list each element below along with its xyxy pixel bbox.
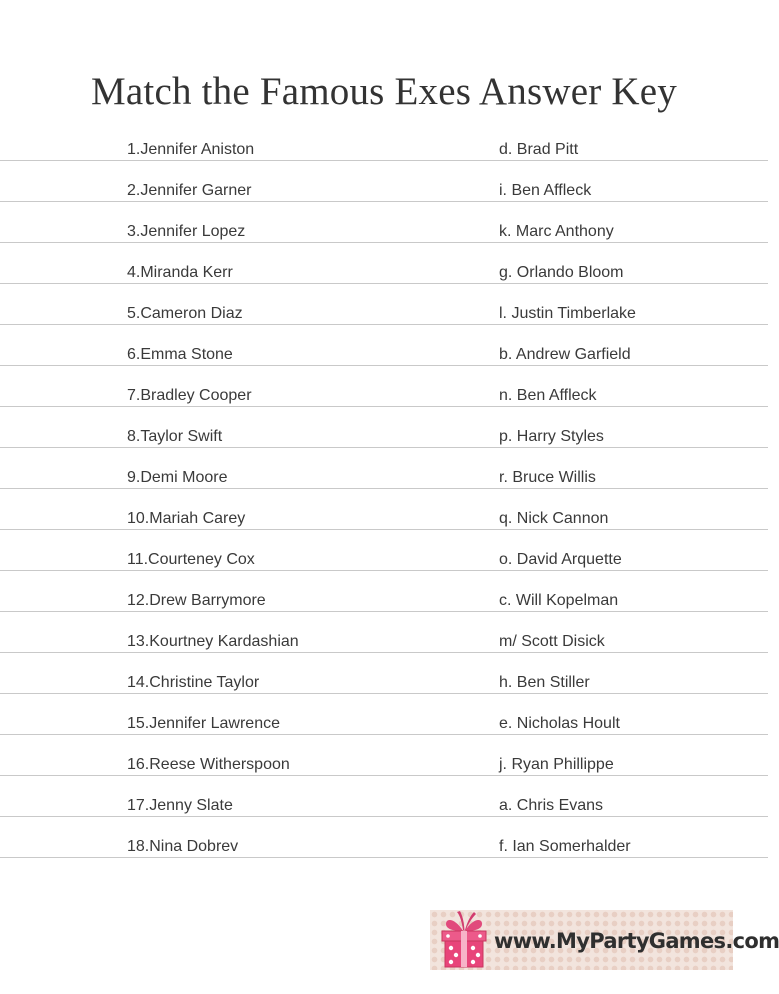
celebrity-name: 2.Jennifer Garner xyxy=(127,182,252,199)
celebrity-name: 3.Jennifer Lopez xyxy=(127,223,246,240)
ex-partner-answer: c. Will Kopelman xyxy=(499,592,619,609)
ex-partner-answer: f. Ian Somerhalder xyxy=(499,838,631,855)
ex-partner-answer: k. Marc Anthony xyxy=(499,223,614,240)
ex-partner-answer: i. Ben Affleck xyxy=(499,182,592,199)
answer-row xyxy=(0,325,768,366)
celebrity-name: 10.Mariah Carey xyxy=(127,510,246,527)
ex-partner-answer: g. Orlando Bloom xyxy=(499,264,624,281)
celebrity-name: 11.Courteney Cox xyxy=(127,551,255,568)
ex-partner-answer: p. Harry Styles xyxy=(499,428,604,445)
answer-row xyxy=(0,489,768,530)
answer-row xyxy=(0,161,768,202)
celebrity-name: 4.Miranda Kerr xyxy=(127,264,233,281)
ex-partner-answer: j. Ryan Phillippe xyxy=(499,756,614,773)
answer-row xyxy=(0,653,768,694)
answer-row xyxy=(0,284,768,325)
answer-row xyxy=(0,817,768,858)
celebrity-name: 14.Christine Taylor xyxy=(127,674,260,691)
answer-row xyxy=(0,735,768,776)
answer-row xyxy=(0,694,768,735)
ex-partner-answer: m/ Scott Disick xyxy=(499,633,605,650)
ex-partner-answer: n. Ben Affleck xyxy=(499,387,597,404)
celebrity-name: 1.Jennifer Aniston xyxy=(127,141,255,158)
celebrity-name: 12.Drew Barrymore xyxy=(127,592,266,609)
celebrity-name: 9.Demi Moore xyxy=(127,469,228,486)
celebrity-name: 5.Cameron Diaz xyxy=(127,305,243,322)
celebrity-name: 6.Emma Stone xyxy=(127,346,233,363)
answer-list xyxy=(0,120,768,858)
answer-row xyxy=(0,202,768,243)
answer-row xyxy=(0,530,768,571)
ex-partner-answer: q. Nick Cannon xyxy=(499,510,609,527)
celebrity-name: 15.Jennifer Lawrence xyxy=(127,715,280,732)
site-logo[interactable] xyxy=(430,910,779,970)
celebrity-name: 18.Nina Dobrev xyxy=(127,838,239,855)
gift-box-icon xyxy=(436,911,492,969)
ex-partner-answer: d. Brad Pitt xyxy=(499,141,579,158)
site-url: www.MyPartyGames.com xyxy=(494,929,779,953)
answer-row xyxy=(0,571,768,612)
answer-row xyxy=(0,120,768,161)
ex-partner-answer: e. Nicholas Hoult xyxy=(499,715,620,732)
celebrity-name: 7.Bradley Cooper xyxy=(127,387,252,404)
answer-row xyxy=(0,448,768,489)
answer-row xyxy=(0,407,768,448)
ex-partner-answer: l. Justin Timberlake xyxy=(499,305,636,322)
answer-row xyxy=(0,366,768,407)
answer-row xyxy=(0,243,768,284)
answer-row xyxy=(0,612,768,653)
ex-partner-answer: r. Bruce Willis xyxy=(499,469,596,486)
celebrity-name: 8.Taylor Swift xyxy=(127,428,223,445)
celebrity-name: 13.Kourtney Kardashian xyxy=(127,633,299,650)
ex-partner-answer: a. Chris Evans xyxy=(499,797,604,814)
celebrity-name: 16.Reese Witherspoon xyxy=(127,756,290,773)
ex-partner-answer: h. Ben Stiller xyxy=(499,674,590,691)
celebrity-name: 17.Jenny Slate xyxy=(127,797,233,814)
ex-partner-answer: o. David Arquette xyxy=(499,551,622,568)
answer-row xyxy=(0,776,768,817)
page-title: Match the Famous Exes Answer Key xyxy=(91,70,677,113)
ex-partner-answer: b. Andrew Garfield xyxy=(499,346,631,363)
